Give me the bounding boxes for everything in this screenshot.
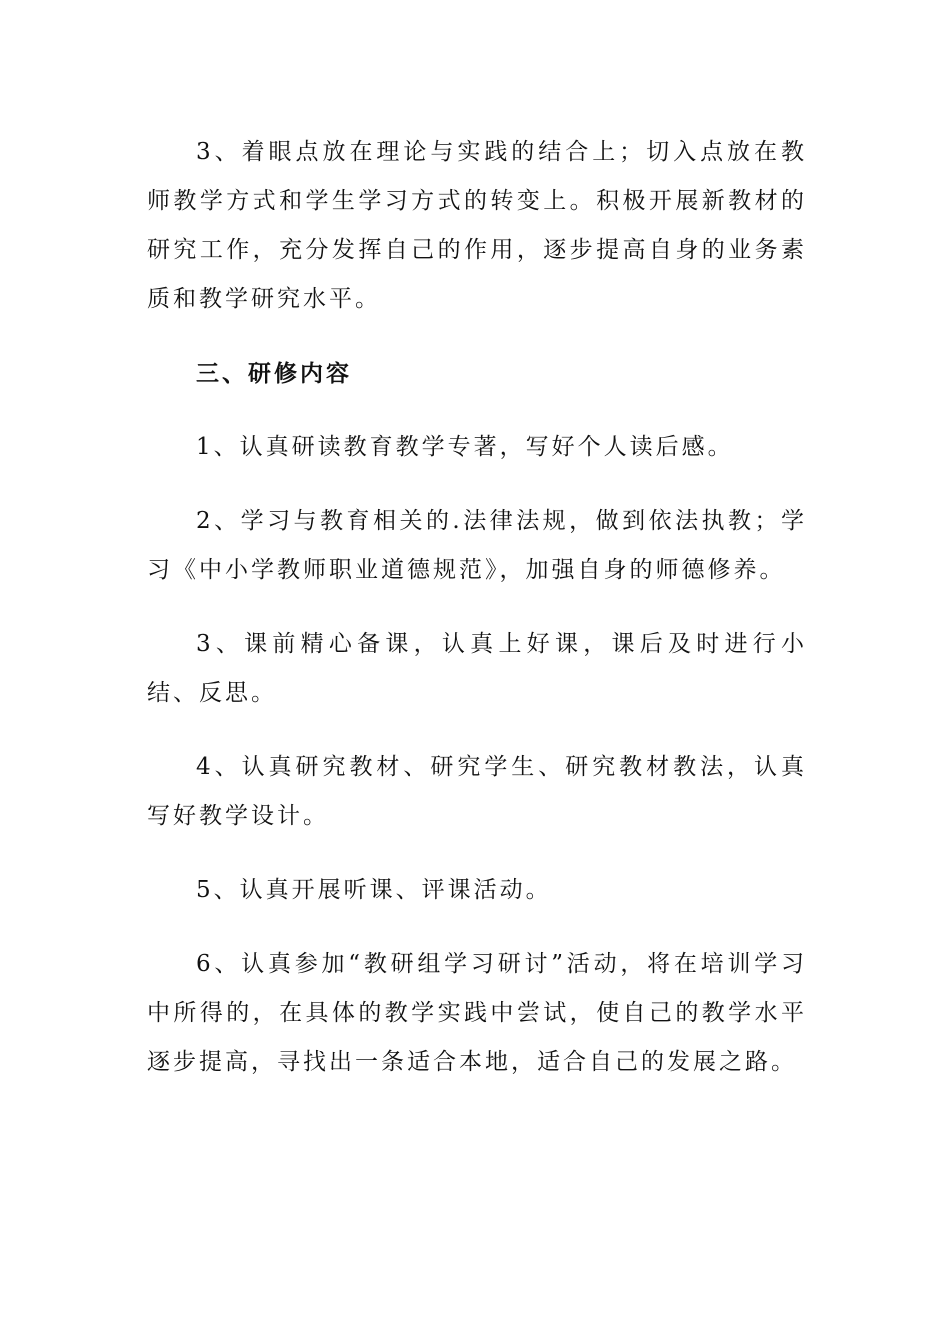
content-item-6: 6、认真参加“教研组学习研讨”活动，将在培训学习中所得的，在具体的教学实践中尝试，使自己的教学水平逐步提高，寻找出一条适合本地，适合自己的发展之路。 [147, 951, 807, 1075]
content-item-4: 4、认真研究教材、研究学生、研究教材教法，认真写好教学设计。 [147, 754, 807, 829]
section-heading: 三、研修内容 [196, 360, 352, 387]
content-item-2: 2、学习与教育相关的.法律法规，做到依法执教；学习《中小学教师职业道德规范》，加强自身的师德修养。 [147, 508, 807, 583]
paragraph-goal-3: 3、着眼点放在理论与实践的结合上；切入点放在教师教学方式和学生学习方式的转变上。积极开展新教材的研究工作，充分发挥自己的作用，逐步提高自身的业务素质和教学研究水平。 [147, 139, 807, 312]
document-body [147, 128, 807, 1112]
content-item-1: 1、认真研读教育教学专著，写好个人读后感。 [196, 434, 734, 460]
content-item-3: 3、课前精心备课，认真上好课，课后及时进行小结、反思。 [147, 631, 807, 706]
content-item-5: 5、认真开展听课、评课活动。 [196, 877, 552, 903]
